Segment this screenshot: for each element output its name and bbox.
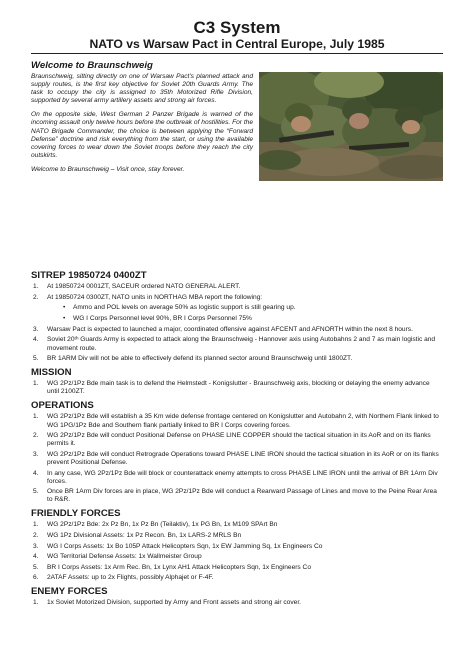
friendly-forces-list <box>31 521 443 582</box>
soldiers-photo <box>259 72 443 181</box>
item-number: 5. <box>33 488 39 496</box>
list-item <box>31 543 443 551</box>
item-number: 2. <box>33 293 39 301</box>
item-number: 2. <box>33 531 39 539</box>
doc-title: C3 System <box>193 18 281 37</box>
item-text: WG Territorial Defense Assets: 1x Wallmeister Group <box>47 553 202 561</box>
list-item <box>31 599 443 607</box>
item-number: 2. <box>33 432 39 440</box>
list-item <box>31 521 443 529</box>
item-text: Once BR 1Arm Div forces are in place, WG 2Pz/1Pz Bde will conduct a Rearward Passage of Lines and move to the Peine Rear Area to R&R. <box>47 488 437 504</box>
welcome-heading: Welcome to Braunschweig <box>31 60 153 71</box>
welcome-paragraph: On the opposite side, West German 2 Panzer Brigade is warned of the incoming assault only twelve hours before the outbreak of hostilities. For the NATO Brigade Commander, the choice is between applying the “Forward Defense” doctrine and risk everything from the start, or using the available covering forces to wear down the Soviet troops before they reach the city outskirts. <box>31 111 253 159</box>
item-text: WG I Corps Assets: 1x Bo 105P Attack Helicopters Sqn, 1x EW Jamming Sq, 1x Engineers Co <box>47 542 323 550</box>
item-text: 2ATAF Assets: up to 2x Flights, possibly Alphajet or F-4F. <box>47 574 214 582</box>
item-text: At 19850724 0300ZT, NATO units in NORTHAG MBA report the following: <box>47 293 263 301</box>
operations-heading: OPERATIONS <box>31 400 94 412</box>
list-item <box>31 283 443 291</box>
doc-subtitle: NATO vs Warsaw Pact in Central Europe, July 1985 <box>89 37 385 51</box>
item-number: 3. <box>33 325 39 333</box>
operations-list <box>31 413 443 504</box>
item-number: 1. <box>33 413 39 421</box>
list-item <box>31 380 443 396</box>
item-number: 1. <box>33 380 39 388</box>
list-item <box>31 470 443 486</box>
sitrep-sublist <box>47 304 443 323</box>
item-text: In any case, WG 2Pz/1Pz Bde will block or counterattack enemy attempts to cross PHASE LINE IRON until the arrival of BR 1Arm Div forces. <box>47 469 438 485</box>
list-item <box>31 532 443 540</box>
item-number: 5. <box>33 355 39 363</box>
mission-heading: MISSION <box>31 367 72 379</box>
friendly-forces-heading: FRIENDLY FORCES <box>31 508 121 520</box>
item-text: Warsaw Pact is expected to launched a major, coordinated offensive against AFCENT and AFNORTH within the next 8 hours. <box>47 325 413 333</box>
item-text: WG 1Pz Divisional Assets: 1x Pz Recon. Bn, 1x LARS-2 MRLS Bn <box>47 531 242 539</box>
list-item <box>31 488 443 504</box>
mission-list <box>31 380 443 396</box>
enemy-forces-list <box>31 599 443 607</box>
item-number: 3. <box>33 542 39 550</box>
item-number: 6. <box>33 574 39 582</box>
welcome-tagline: Welcome to Braunschweig – Visit once, stay forever. <box>31 165 185 173</box>
item-text: WG 2Pz/1Pz Bde will establish a 35 Km wide defense frontage centered on Konigslutter and Autobahn 2, with Northern Flank linked to WG 1PG/1Pz Bde and Southern flank partially linked to BR I Corps covering forces. <box>47 413 439 429</box>
list-item <box>31 553 443 561</box>
list-item <box>31 294 443 323</box>
item-text: WG 2Pz/1Pz Bde: 2x Pz Bn, 1x Pz Bn (Teilaktiv), 1x PG Bn, 1x M109 SPArt Bn <box>47 521 278 529</box>
list-item <box>31 413 443 429</box>
sitrep-heading: SITREP 19850724 0400ZT <box>31 270 147 281</box>
enemy-forces-heading: ENEMY FORCES <box>31 586 108 598</box>
item-number: 1. <box>33 599 39 607</box>
title-divider <box>31 53 443 54</box>
item-text: BR I Corps Assets: 1x Arm Rec. Bn, 1x Lynx AH1 Attack Helicopters Sqn, 1x Engineers Co <box>47 563 311 571</box>
item-number: 4. <box>33 553 39 561</box>
document-page <box>31 18 443 610</box>
bullet-item: • Ammo and POL levels on average 50% as logistic support is still gearing up. <box>47 304 443 312</box>
item-text: 1x Soviet Motorized Division, supported by Army and Front assets and strong air cover. <box>47 599 301 607</box>
list-item <box>31 336 443 352</box>
item-text: At 19850724 0001ZT, SACEUR ordered NATO GENERAL ALERT. <box>47 283 241 290</box>
sitrep-list <box>31 283 443 363</box>
list-item <box>31 355 443 363</box>
item-number: 4. <box>33 469 39 477</box>
item-text: WG 2Pz/1Pz Bde will conduct Retrograde Operations toward PHASE LINE IRON should the tactical situation in its AoR or on its flanks prevent Positional Defense. <box>47 450 439 466</box>
intro-text <box>31 60 253 180</box>
item-text: Soviet 20ᵗʰ Guards Army is expected to attack along the Braunschweig - Hannover axis using Autobahns 2 and 7 as main logistic and movement route. <box>47 336 436 352</box>
bullet-item: • WG I Corps Personnel level 90%, BR I Corps Personnel 75% <box>47 315 443 323</box>
list-item <box>31 326 443 334</box>
item-number: 5. <box>33 563 39 571</box>
item-number: 4. <box>33 336 39 344</box>
welcome-paragraph: Braunschweig, sitting directly on one of Warsaw Pact’s planned attack and supply routes, is the first key objective for Soviet 20th Guards Army. The task to occupy the city is assigned to 35th Motorized Rifle Division, supported by several army artillery assets and strong air forces. <box>31 73 253 105</box>
intro-section <box>31 60 443 266</box>
list-item <box>31 564 443 572</box>
item-number: 1. <box>33 283 39 290</box>
item-number: 3. <box>33 450 39 458</box>
item-text: BR 1ARM Div will not be able to effectively defend its planned sector around Braunschweig until 1800ZT. <box>47 355 353 363</box>
item-text: WG 2Pz/1Pz Bde will conduct Positional Defense on PHASE LINE COPPER should the tactical situation in its AoR and on its flanks permits it. <box>47 432 431 448</box>
list-item <box>31 574 443 582</box>
list-item <box>31 451 443 467</box>
item-number: 1. <box>33 521 39 529</box>
item-text: WG 2Pz/1Pz Bde main task is to defend the Helmstedt - Konigslutter - Braunschweig axis, blocking or delaying the enemy advance until 2100ZT. <box>47 380 430 396</box>
list-item <box>31 432 443 448</box>
photo-illustration <box>259 72 443 181</box>
